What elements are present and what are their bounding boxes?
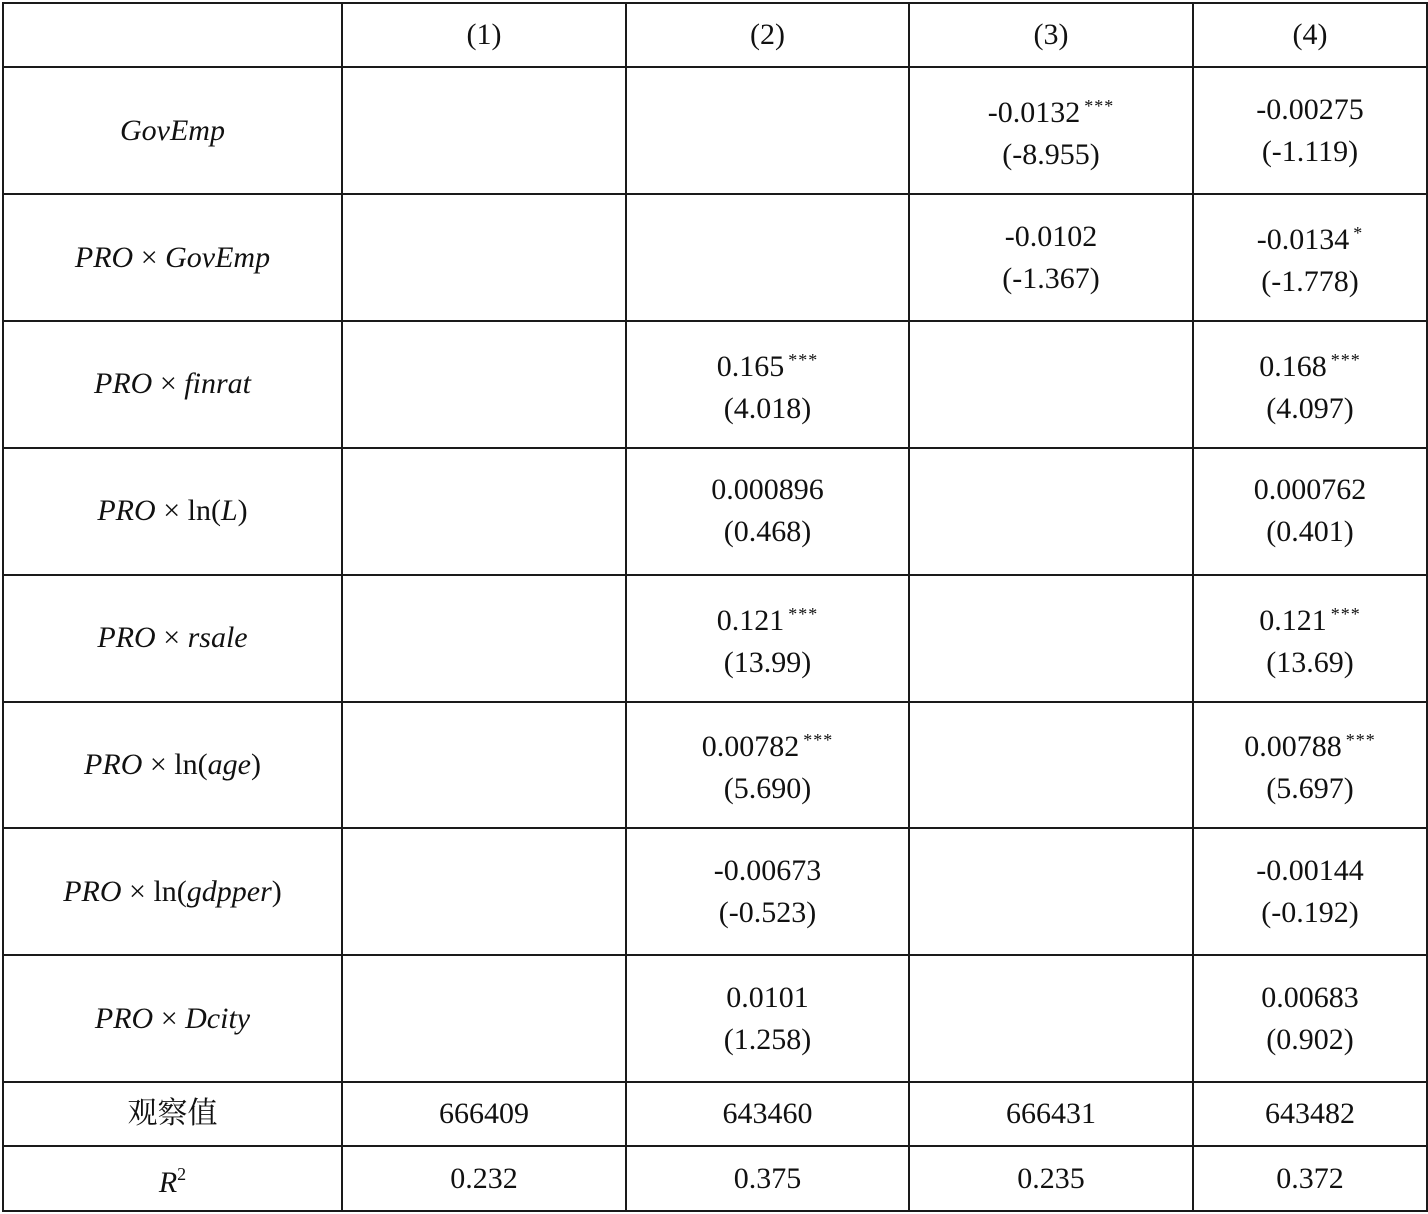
row-label <box>3 702 342 829</box>
coefficient-line <box>627 719 908 768</box>
coefficient-value: 0.000896 <box>711 473 824 507</box>
row-label-part: gdpper <box>186 874 272 908</box>
t-statistic: (4.018) <box>723 391 812 425</box>
coefficient-cell <box>342 321 626 448</box>
coefficient-value: -0.00673 <box>713 853 822 887</box>
row-label-part: × <box>133 240 166 274</box>
r2-label <box>3 1146 342 1211</box>
coefficient-value: 0.00782 <box>701 730 800 764</box>
coefficient-value: -0.0102 <box>1004 219 1098 253</box>
significance-stars: *** <box>1345 730 1376 751</box>
row-label <box>3 828 342 955</box>
r2-value: 0.232 <box>342 1146 626 1211</box>
row-label-part: PRO <box>63 874 122 908</box>
column-header: (1) <box>342 3 626 67</box>
coefficient-line <box>1194 719 1426 768</box>
row-label <box>3 67 342 194</box>
coefficient-cell <box>1193 828 1427 955</box>
observations-row <box>3 1082 1427 1146</box>
coefficient-line <box>1194 977 1426 1019</box>
significance-stars: *** <box>1330 603 1361 624</box>
row-label-part: PRO <box>97 494 156 528</box>
coefficient-cell <box>626 321 909 448</box>
table-row <box>3 321 1427 448</box>
coefficient-cell <box>626 67 909 194</box>
coefficient-cell <box>1193 702 1427 829</box>
table-row <box>3 448 1427 575</box>
significance-stars: *** <box>1330 349 1361 370</box>
row-label-part: × ln( <box>142 747 208 781</box>
header-corner <box>3 3 342 67</box>
r2-row <box>3 1146 1427 1211</box>
observations-value: 643482 <box>1193 1082 1427 1146</box>
t-statistic: (13.69) <box>1266 645 1354 679</box>
r2-value: 0.235 <box>909 1146 1193 1211</box>
table-row <box>3 194 1427 321</box>
table-row <box>3 702 1427 829</box>
coefficient-line <box>627 977 908 1019</box>
significance-stars: *** <box>803 730 834 751</box>
row-label-part: ) <box>271 874 282 908</box>
coefficient-line <box>627 339 908 388</box>
t-statistic: (0.401) <box>1266 515 1354 549</box>
coefficient-line <box>1194 212 1426 261</box>
r2-label-sup: 2 <box>177 1164 187 1185</box>
coefficient-value: 0.121 <box>716 603 785 637</box>
row-label-part: GovEmp <box>165 240 271 274</box>
column-header: (4) <box>1193 3 1427 67</box>
coefficient-line <box>1194 593 1426 642</box>
coefficient-cell <box>1193 321 1427 448</box>
coefficient-line <box>627 469 908 511</box>
table-row <box>3 575 1427 702</box>
coefficient-value: 0.000762 <box>1253 473 1367 507</box>
coefficient-cell <box>1193 194 1427 321</box>
coefficient-cell <box>342 575 626 702</box>
coefficient-value: 0.168 <box>1259 349 1327 383</box>
t-statistic: (4.097) <box>1266 391 1354 425</box>
row-label <box>3 194 342 321</box>
coefficient-value: -0.0132 <box>987 96 1081 130</box>
row-label-part: PRO <box>74 240 134 274</box>
coefficient-cell <box>909 955 1193 1082</box>
header-row <box>3 3 1427 67</box>
significance-stars: *** <box>788 349 819 370</box>
row-label-part: PRO <box>97 621 156 655</box>
t-statistic: (-1.778) <box>1261 265 1359 299</box>
row-label-part: ) <box>250 747 261 781</box>
t-statistic: (-0.523) <box>718 895 817 929</box>
coefficient-cell <box>626 702 909 829</box>
coefficient-cell <box>909 194 1193 321</box>
t-statistic: (5.690) <box>723 772 812 806</box>
coefficient-cell <box>909 575 1193 702</box>
coefficient-cell <box>1193 955 1427 1082</box>
coefficient-value: -0.0134 <box>1256 223 1350 257</box>
coefficient-line <box>627 850 908 892</box>
t-statistic: (5.697) <box>1266 772 1354 806</box>
t-statistic: (-1.367) <box>1002 261 1100 295</box>
coefficient-line <box>910 216 1192 258</box>
row-label-part: finrat <box>184 367 251 401</box>
row-label <box>3 448 342 575</box>
column-header: (2) <box>626 3 909 67</box>
coefficient-line <box>1194 850 1426 892</box>
coefficient-line <box>627 593 908 642</box>
significance-stars: * <box>1353 223 1364 244</box>
coefficient-value: -0.00144 <box>1256 853 1364 887</box>
coefficient-cell <box>626 828 909 955</box>
r2-value: 0.375 <box>626 1146 909 1211</box>
row-label-part: age <box>207 747 251 781</box>
coefficient-cell <box>342 67 626 194</box>
r2-value: 0.372 <box>1193 1146 1427 1211</box>
coefficient-line <box>1194 339 1426 388</box>
row-label-part: × <box>155 621 188 655</box>
coefficient-cell <box>342 194 626 321</box>
regression-table <box>2 2 1428 1212</box>
row-label-part: Dcity <box>185 1001 251 1035</box>
observations-label: 观察值 <box>3 1082 342 1146</box>
coefficient-cell <box>626 575 909 702</box>
coefficient-cell <box>342 702 626 829</box>
coefficient-value: 0.0101 <box>726 980 809 1014</box>
coefficient-cell <box>626 194 909 321</box>
coefficient-line <box>1194 89 1426 131</box>
coefficient-cell <box>342 448 626 575</box>
t-statistic: (0.468) <box>723 515 812 549</box>
table-row <box>3 828 1427 955</box>
coefficient-value: 0.00683 <box>1261 980 1359 1014</box>
row-label-part: × ln( <box>155 494 221 528</box>
significance-stars: *** <box>1084 96 1115 117</box>
row-label <box>3 955 342 1082</box>
coefficient-line <box>910 85 1192 134</box>
row-label <box>3 321 342 448</box>
t-statistic: (13.99) <box>723 645 812 679</box>
significance-stars: *** <box>788 603 819 624</box>
coefficient-cell <box>909 448 1193 575</box>
coefficient-cell <box>1193 575 1427 702</box>
t-statistic: (0.902) <box>1266 1022 1354 1056</box>
row-label-part: GovEmp <box>120 113 225 147</box>
column-header: (3) <box>909 3 1193 67</box>
observations-value: 666431 <box>909 1082 1193 1146</box>
row-label-part: × <box>153 1001 186 1035</box>
row-label-part: × <box>152 367 185 401</box>
row-label-part: ) <box>237 494 248 528</box>
coefficient-cell <box>342 955 626 1082</box>
r2-label-base: R <box>158 1166 178 1200</box>
coefficient-cell <box>909 321 1193 448</box>
t-statistic: (-1.119) <box>1261 134 1359 168</box>
coefficient-value: 0.165 <box>716 349 785 383</box>
table-row <box>3 955 1427 1082</box>
coefficient-cell <box>1193 67 1427 194</box>
row-label-part: PRO <box>94 367 153 401</box>
row-label-part: PRO <box>94 1001 154 1035</box>
coefficient-cell <box>626 448 909 575</box>
coefficient-cell <box>909 702 1193 829</box>
coefficient-value: 0.121 <box>1259 603 1327 637</box>
row-label-part: × ln( <box>121 874 187 908</box>
row-label-part: rsale <box>187 621 248 655</box>
observations-value: 643460 <box>626 1082 909 1146</box>
t-statistic: (-0.192) <box>1261 895 1359 929</box>
table-row <box>3 67 1427 194</box>
coefficient-value: -0.00275 <box>1256 92 1364 126</box>
coefficient-cell <box>1193 448 1427 575</box>
row-label-part: L <box>220 494 238 528</box>
observations-value: 666409 <box>342 1082 626 1146</box>
coefficient-value: 0.00788 <box>1244 730 1342 764</box>
row-label <box>3 575 342 702</box>
t-statistic: (-8.955) <box>1002 138 1100 172</box>
coefficient-cell <box>909 67 1193 194</box>
row-label-part: PRO <box>84 747 143 781</box>
coefficient-cell <box>909 828 1193 955</box>
coefficient-cell <box>342 828 626 955</box>
coefficient-line <box>1194 469 1426 511</box>
coefficient-cell <box>626 955 909 1082</box>
t-statistic: (1.258) <box>723 1022 812 1056</box>
